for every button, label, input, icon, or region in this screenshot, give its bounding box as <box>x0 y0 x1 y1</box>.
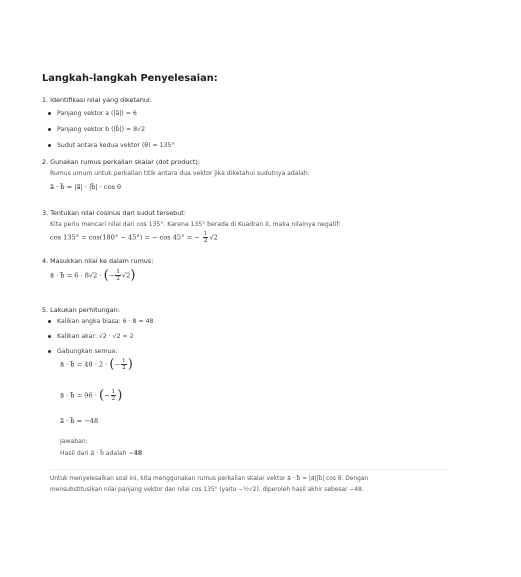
root-term: √2 <box>121 271 131 280</box>
right-paren: ) <box>117 388 123 403</box>
right-paren: ) <box>127 357 133 372</box>
left-paren: ( <box>109 357 115 372</box>
fraction <box>203 231 209 244</box>
step-5-item-2 <box>48 333 134 340</box>
minus-sign: − <box>114 360 121 369</box>
fraction <box>111 389 117 402</box>
fraction-denominator: 2 <box>116 276 120 282</box>
fraction <box>115 269 121 282</box>
bullet-dot <box>48 350 51 353</box>
step-1-item-1 <box>48 110 137 117</box>
conclusion-line-2: mensubstitusikan nilai panjang vektor dan nilai cos 135° (yaitu −½√2), diperoleh hasil akhir sebesar −48. <box>50 487 364 493</box>
fraction-numerator: 1 <box>116 269 120 275</box>
formula-left: a⃗ · b⃗ = 96 · <box>60 391 97 400</box>
step-1-heading: 1. Identifikasi nilai yang diketahui: <box>42 96 152 104</box>
left-paren: ( <box>103 268 109 283</box>
step-5-formula-3: a⃗ · b⃗ = −48 <box>60 417 99 425</box>
step-1-item-3 <box>48 142 175 149</box>
step-3-heading: 3. Tentukan nilai cosinus dari sudut tersebut: <box>42 209 186 217</box>
step-4-heading: 4. Masukkan nilai ke dalam rumus: <box>42 257 154 265</box>
step-5-item-1-text: Kalikan angka biasa: 6 · 8 = 48 <box>57 318 154 325</box>
right-paren: ) <box>130 268 136 283</box>
fraction-denominator: 2 <box>203 238 208 244</box>
step-1-item-3-text: Sudut antara kedua vektor (θ) = 135° <box>57 142 175 149</box>
step-5-item-3-text: Gabungkan semua: <box>57 348 118 355</box>
step-5-heading: 5. Lakukan perhitungan: <box>42 306 120 314</box>
step-5-item-2-text: Kalikan akar: √2 · √2 = 2 <box>57 333 134 340</box>
step-5-formula-1 <box>60 357 133 372</box>
step-4-formula <box>50 268 135 283</box>
fraction-numerator: 1 <box>203 231 208 237</box>
step-3-formula <box>50 231 218 244</box>
step-3-formula-right: √2 <box>209 233 218 242</box>
step-2-text: Rumus umum untuk perkalian titik antara dua vektor jika diketahui sudutnya adalah: <box>50 170 310 177</box>
bullet-dot <box>48 128 51 131</box>
solution-title: Langkah-langkah Penyelesaian: <box>42 73 218 84</box>
step-2-formula: a⃗ · b⃗ = |a⃗| · |b⃗| · cos θ <box>50 183 122 191</box>
answer-label: Jawaban: <box>60 438 88 445</box>
step-1-item-1-text: Panjang vektor a (|a⃗|) = 6 <box>57 110 137 117</box>
step-3-formula-left: cos 135° = cos(180° − 45°) = − cos 45° = − <box>50 233 200 242</box>
step-2-heading: 2. Gunakan rumus perkalian skalar (dot product): <box>42 158 201 166</box>
fraction-numerator: 1 <box>111 389 116 395</box>
conclusion-line-1: Untuk menyelesaikan soal ini, kita menggunakan rumus perkalian skalar vektor a⃗ · b⃗ = |a⃗||b⃗| cos θ. Dengan <box>50 476 369 482</box>
step-5-item-3 <box>48 348 117 355</box>
left-paren: ( <box>98 388 105 403</box>
minus-sign: − <box>104 391 110 400</box>
fraction-denominator: 2 <box>122 365 126 371</box>
fraction-denominator: 2 <box>111 396 116 402</box>
bullet-dot <box>48 112 51 115</box>
bullet-dot <box>48 144 51 147</box>
divider <box>50 469 450 470</box>
answer-text: Hasil dari a⃗ · b⃗ adalah <box>60 450 127 457</box>
bullet-dot <box>48 335 51 338</box>
step-3-text: Kita perlu mencari nilai dari cos 135°. Karena 135° berada di Kuadran II, maka nilainya negatif: <box>50 221 341 228</box>
step-5-formula-2 <box>60 388 122 403</box>
step-5-item-1 <box>48 318 153 325</box>
bullet-dot <box>48 320 51 323</box>
step-1-item-2-text: Panjang vektor b (|b⃗|) = 8√2 <box>57 126 146 133</box>
step-1-item-2 <box>48 126 145 133</box>
formula-left: a⃗ · b⃗ = 48 · 2 · <box>60 360 108 369</box>
answer-line <box>60 450 142 457</box>
minus-sign: − <box>108 271 115 280</box>
fraction-numerator: 1 <box>122 358 126 364</box>
answer-value: −48 <box>128 450 143 457</box>
step-4-formula-left: a⃗ · b⃗ = 6 · 8√2 · <box>50 271 102 280</box>
fraction <box>121 358 127 371</box>
